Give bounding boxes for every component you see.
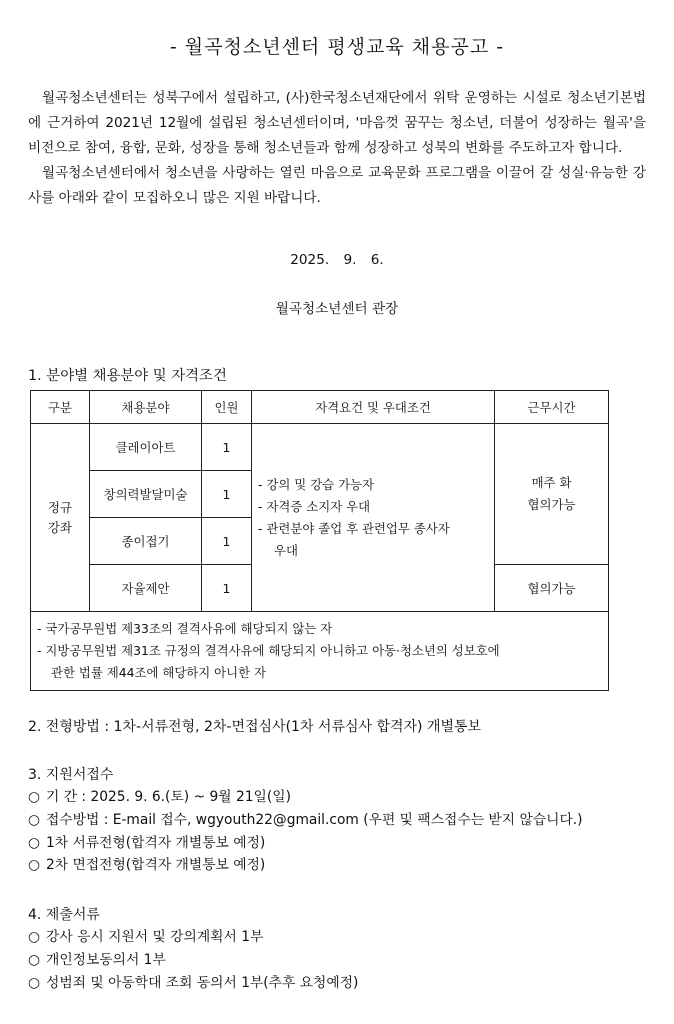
note-line: 관한 법률 제44조에 해당하지 아니한 자 — [51, 665, 266, 680]
list-item — [28, 926, 358, 949]
section3-list — [28, 786, 583, 877]
intro-paragraph-2: 월곡청소년센터에서 청소년을 사랑하는 열린 마음으로 교육문화 프로그램을 이끌어 갈 성실·유능한 강사를 아래와 같이 모집하오니 많은 지원 바랍니다. — [28, 165, 646, 206]
first-stage: 1차 서류전형(합격자 개별통보 예정) — [46, 834, 266, 851]
bullet-circle: ○ — [28, 974, 41, 991]
list-item — [28, 854, 583, 877]
bullet-circle: ○ — [28, 857, 41, 874]
second-stage: 2차 면접전형(합격자 개별통보 예정) — [46, 857, 266, 874]
header-hours: 근무시간 — [495, 391, 609, 424]
document-item: 개인정보동의서 1부 — [46, 951, 166, 968]
signer: 월곡청소년센터 관장 — [275, 301, 399, 317]
section2-heading: 2. 전형방법 : 1차-서류전형, 2차-면접심사(1차 서류심사 합격자) 개별통보 — [28, 719, 482, 735]
hours-line: 협의가능 — [527, 497, 576, 512]
section3-heading: 3. 지원서접수 — [28, 767, 114, 783]
field-cell: 종이접기 — [90, 518, 202, 565]
document-item: 성범죄 및 아동학대 조회 동의서 1부(추후 요청예정) — [46, 974, 359, 991]
count-cell: 1 — [202, 565, 252, 612]
hours-cell: 협의가능 — [495, 565, 609, 612]
table-row — [31, 424, 609, 471]
count-cell: 1 — [202, 424, 252, 471]
header-count: 인원 — [202, 391, 252, 424]
condition-line: - 강의 및 강습 가능자 — [258, 476, 374, 492]
condition-line: 우대 — [274, 542, 298, 558]
list-item — [28, 972, 358, 995]
count-cell: 1 — [202, 471, 252, 518]
bullet-circle: ○ — [28, 789, 41, 805]
count-cell: 1 — [202, 518, 252, 565]
section4-list — [28, 926, 358, 994]
apply-method: 접수방법 : E-mail 접수, wgyouth22@gmail.com (우편 및 팩스접수는 받지 않습니다.) — [46, 811, 583, 828]
page-title: - 월곡청소년센터 평생교육 채용공고 - — [169, 36, 505, 58]
recruitment-table — [30, 390, 609, 691]
intro-paragraph-1: 월곡청소년센터는 성북구에서 설립하고, (사)한국청소년재단에서 위탁 운영하는 시설로 청소년기본법에 근거하여 2021년 12월에 설립된 청소년센터이며, '마음껏 꿈꾸는 청소년, 더불어 성장하는 월곡'을 비전으로 참여, 융합, 문화, 성장을 통해 청소년들과 함께 성장하고 성북의 변화를 주도하고자 합니다. — [28, 90, 646, 156]
header-conditions: 자격요건 및 우대조건 — [252, 391, 495, 424]
notes-cell — [31, 612, 609, 691]
table-header-row — [31, 391, 609, 424]
bullet-circle: ○ — [28, 811, 41, 828]
hours-cell — [495, 424, 609, 565]
section1-heading: 1. 분야별 채용분야 및 자격조건 — [28, 368, 227, 384]
field-cell: 창의력발달미술 — [90, 471, 202, 518]
announcement-date: 2025. 9. 6. — [290, 252, 384, 268]
list-item — [28, 786, 583, 809]
apply-period: 기 간 : 2025. 9. 6.(토) ~ 9월 21일(일) — [46, 789, 291, 805]
document-item: 강사 응시 지원서 및 강의계획서 1부 — [46, 929, 264, 945]
list-item — [28, 809, 583, 832]
field-cell: 자율제안 — [90, 565, 202, 612]
field-cell: 클레이아트 — [90, 424, 202, 471]
bullet-circle: ○ — [28, 834, 41, 851]
header-field: 채용분야 — [90, 391, 202, 424]
note-line: - 국가공무원법 제33조의 결격사유에 해당되지 않는 자 — [37, 621, 333, 636]
list-item — [28, 949, 358, 972]
header-type: 구분 — [31, 391, 90, 424]
type-cell: 정규 강좌 — [31, 424, 90, 612]
condition-line: - 자격증 소지자 우대 — [258, 498, 371, 514]
note-line: - 지방공무원법 제31조 규정의 결격사유에 해당되지 아니하고 아동·청소년의 성보호에 — [37, 643, 500, 658]
conditions-cell — [252, 424, 495, 612]
condition-line: - 관련분야 졸업 후 관련업무 종사자 — [258, 520, 450, 536]
list-item — [28, 832, 583, 855]
bullet-circle: ○ — [28, 929, 41, 945]
section4-heading: 4. 제출서류 — [28, 907, 100, 923]
intro-text — [28, 86, 646, 211]
hours-line: 매주 화 — [531, 475, 572, 490]
bullet-circle: ○ — [28, 951, 41, 968]
notes-row — [31, 612, 609, 691]
